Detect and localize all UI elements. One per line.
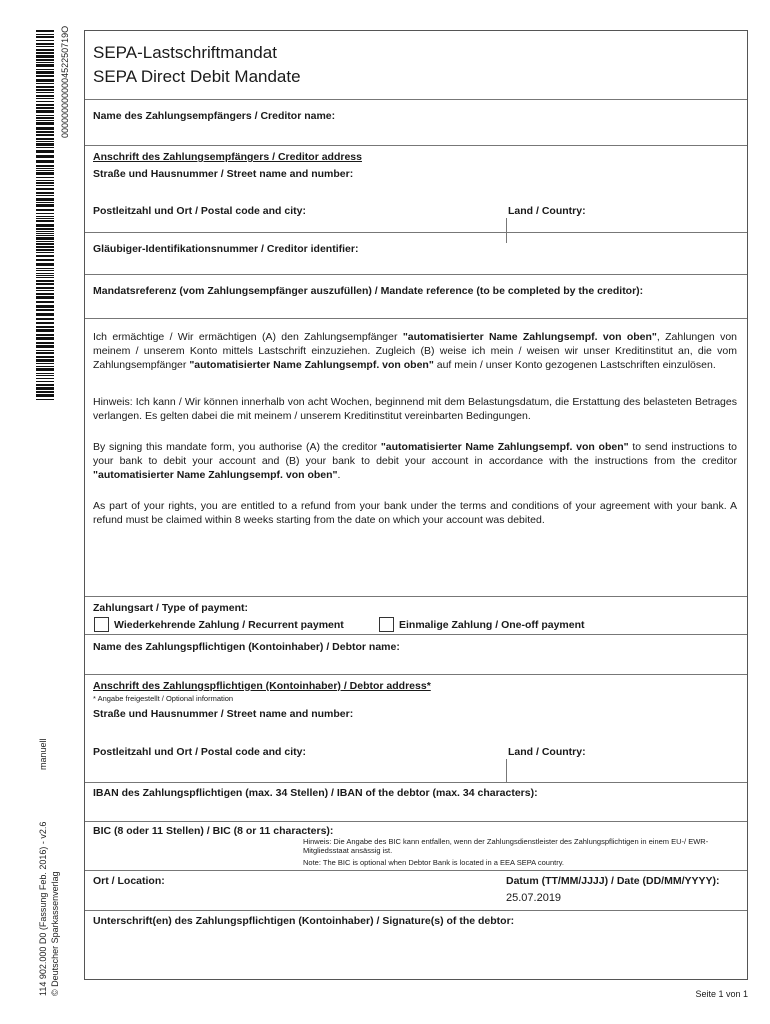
title-de: SEPA-Lastschriftmandat [93,43,277,62]
side-manual-label: manuell [38,738,48,770]
optional-note: * Angabe freigestellt / Optional information [93,694,234,703]
payment-type-section [85,596,747,631]
oneoff-payment-checkbox[interactable] [379,617,394,632]
side-form-number: 114 902.000 D0 (Fassung Feb. 2016) - v2.6 [38,821,48,996]
iban-label: IBAN des Zahlungspflichtigen (max. 34 Stellen) / IBAN of the debtor (max. 34 characters): [93,787,538,799]
debtor-name-label: Name des Zahlungspflichtigen (Kontoinhaber) / Debtor name: [93,641,400,653]
location-date-section [85,870,747,904]
mandate-text-section [85,318,747,597]
barcode-number: 000000000000452250719O [60,25,70,138]
mandate-reference-section[interactable] [85,274,747,297]
refund-notice-de: Hinweis: Ich kann / Wir können innerhalb von acht Wochen, beginnend mit dem Belastungsdatum, die Erstattung des belasteten Betrages verlangen. Es gelten dabei die mit meinem / unserem Kreditinstitut vereinbarten Bedingungen. [93,396,737,422]
creditor-name-label: Name des Zahlungsempfängers / Creditor name: [93,110,336,122]
location-label[interactable]: Ort / Location: [93,875,165,887]
date-label: Datum (TT/MM/JJJJ) / Date (DD/MM/YYYY): [506,875,720,887]
creditor-address-heading: Anschrift des Zahlungsempfängers / Creditor address [93,151,362,163]
debtor-country-label[interactable]: Land / Country: [508,746,586,758]
debtor-street-label[interactable]: Straße und Hausnummer / Street name and number: [93,708,354,720]
payment-type-label: Zahlungsart / Type of payment: [93,602,248,614]
barcode [36,30,54,400]
creditor-street-label[interactable]: Straße und Hausnummer / Street name and number: [93,168,354,180]
recurrent-payment-checkbox[interactable] [94,617,109,632]
creditor-postal-label[interactable]: Postleitzahl und Ort / Postal code and city: [93,205,306,217]
title-en: SEPA Direct Debit Mandate [93,67,301,86]
bic-section[interactable] [85,821,747,867]
mandate-reference-label: Mandatsreferenz (vom Zahlungsempfänger auszufüllen) / Mandate reference (to be completed by the creditor): [93,285,644,297]
date-value[interactable]: 25.07.2019 [506,892,562,904]
creditor-id-section[interactable] [85,232,747,255]
signature-label: Unterschrift(en) des Zahlungspflichtigen (Kontoinhaber) / Signature(s) of the debtor: [93,915,515,927]
refund-notice-en: As part of your rights, you are entitled to a refund from your bank under the terms and conditions of your agreement with your bank. A refund must be claimed within 8 weeks starting from the date on which your account was debited. [93,500,737,526]
debtor-address-heading: Anschrift des Zahlungspflichtigen (Kontoinhaber) / Debtor address* [93,680,431,692]
bic-label: BIC (8 oder 11 Stellen) / BIC (8 or 11 characters): [93,825,334,837]
oneoff-payment-label: Einmalige Zahlung / One-off payment [399,619,585,631]
recurrent-payment-label: Wiederkehrende Zahlung / Recurrent payment [114,619,344,631]
debtor-name-section[interactable] [85,634,747,653]
iban-section[interactable] [85,782,747,799]
creditor-country-label[interactable]: Land / Country: [508,205,586,217]
mandate-text-en: By signing this mandate form, you authorise (A) the creditor "automatisierter Name Zahlungsempf. von oben" to send instructions to your bank to debit your account and (B) your bank to debit your account in accordance with the instructions from the creditor "automatisierter Name Zahlungsempf. von oben". [93,441,737,481]
debtor-postal-label[interactable]: Postleitzahl und Ort / Postal code and city: [93,746,306,758]
mandate-form [84,30,748,980]
creditor-id-label: Gläubiger-Identifikationsnummer / Creditor identifier: [93,243,359,255]
page-number: Seite 1 von 1 [695,989,748,999]
creditor-name-section[interactable] [85,99,747,122]
mandate-text-de: Ich ermächtige / Wir ermächtigen (A) den Zahlungsempfänger "automatisierter Name Zahlungsempf. von oben", Zahlungen von meinem / unserem Konto mittels Lastschrift einzuziehen. Zugleich (B) weise ich mein / weisen wir unser Kreditinstitut an, die vom Zahlungsempfänger "automatisierter Name Zahlungsempf. von oben" auf mein / unser Konto gezogenen Lastschriften einzulösen. [93,331,738,371]
creditor-address-section [85,145,747,217]
bic-note-en: Note: The BIC is optional when Debtor Bank is located in a EEA SEPA country. [303,858,564,867]
debtor-address-section [85,674,747,758]
bic-note-de: Hinweis: Die Angabe des BIC kann entfallen, wenn der Zahlungsdienstleister des Zahlungspflichtigen in einem EU-/ EWR-Mitgliedsstaat ansässig ist. [303,837,709,855]
side-publisher: © Deutscher Sparkassenverlag [50,871,60,996]
signature-section[interactable] [85,910,747,927]
